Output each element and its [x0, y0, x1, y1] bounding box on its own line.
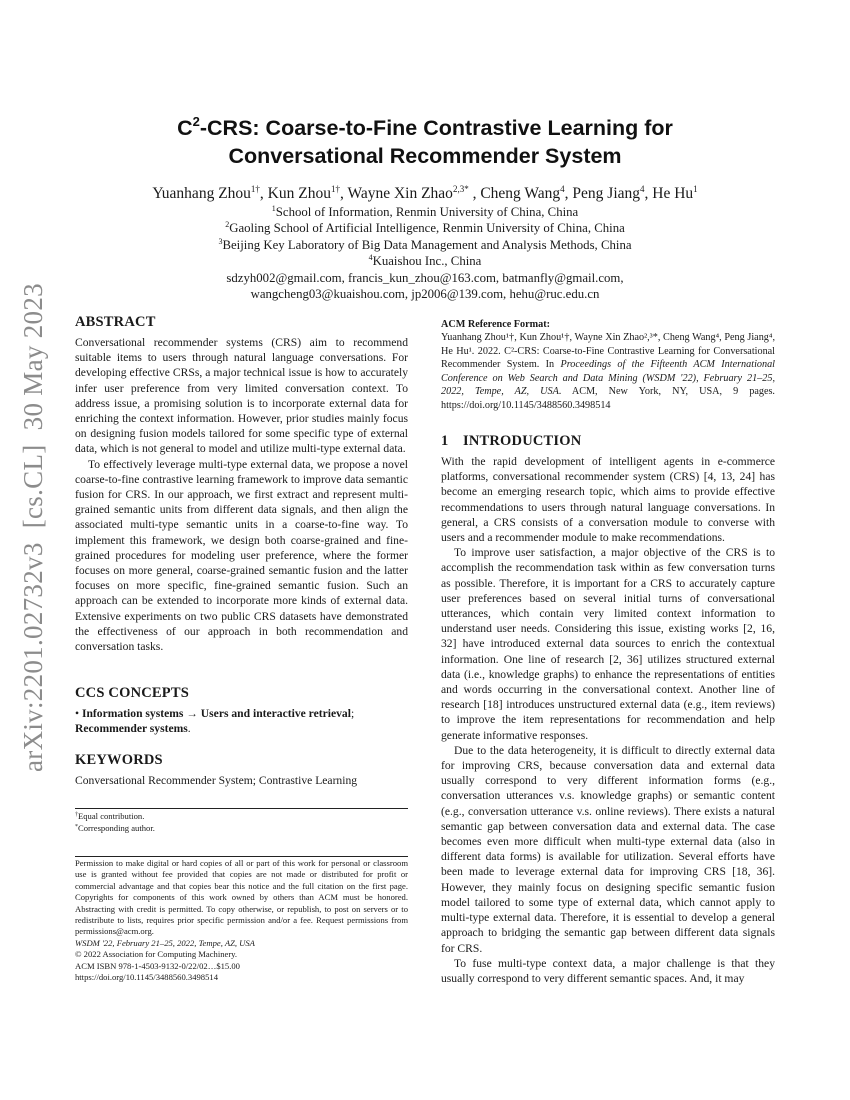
permission-divider — [75, 856, 408, 857]
introduction-paragraph: With the rapid development of intelligent agents in e-commerce platforms, conversational recommender system (CRS) [4, 13, 24] has become an emerging research topic, which aims to provide effective recommendations to users through natural language conversations. In general, a CRS consists of a conversation module to converse with users and a recommender module to make recommendations. — [441, 455, 775, 545]
paper-title — [80, 114, 770, 170]
footnote: *Corresponding author. — [75, 822, 155, 833]
keywords-text: Conversational Recommender System; Contrastive Learning — [75, 774, 358, 787]
affiliation: $^2$Gaoling School of Artificial Intelligence, Renmin University of China, China — [225, 220, 625, 236]
ccs-concepts-section — [75, 684, 408, 736]
footnotes — [75, 811, 408, 834]
conference-venue: WSDM '22, February 21–25, 2022, Tempe, AZ, USA — [75, 937, 255, 948]
permission-notice: Permission to make digital or hard copies of all or part of this work for personal or classroom use is granted without fee provided that copies are not made or distributed for profit or commercial advantage and that copies bear this notice and the full citation on the first page. Copyrights for components of this work owned by others than ACM must be honored. Abstracting with credit is permitted. To copy otherwise, or republish, to post on servers or to redistribute to lists, requires prior specific permission and/or a fee. Request permissions from permissions@acm.org. — [75, 858, 408, 937]
acm-reference-section — [441, 318, 775, 413]
arxiv-identifier-stamp: arXiv:2201.02732v3 [cs.CL] 30 May 2023 — [18, 283, 48, 772]
author: Yuanhang Zhou — [152, 185, 251, 202]
title-line-1: $C^2$-CRS: Coarse-to-Fine Contrastive Learning for — [177, 114, 673, 140]
abstract-paragraph: Conversational recommender systems (CRS) aim to recommend suitable items to users through natural language conversations. For developing effective CRSs, a major technical issue is how to accurately infer user preference from very limited conversation context. To address issue, a promising solution is to incorporate external data for enriching the context information. However, prior studies mainly focus on designing fusion models tailored for some specific type of external data, which is not general to model and utilize multi-type external data. — [75, 336, 408, 456]
author: Kun Zhou — [267, 185, 331, 202]
affiliation: $^1$School of Information, Renmin University of China, China — [271, 204, 579, 219]
abstract-paragraph: To effectively leverage multi-type external data, we propose a novel coarse-to-fine contrastive learning framework to improve data semantic fusion for CRS. In our approach, we first extract and represent multi-grained semantic units from different data signals, and then align the associated multi-type semantic units in a coarse-to-fine way. To implement this framework, we design both coarse-grained and fine-grained procedures for modeling user preference, where the former focuses on more general, coarse-grained semantic fusion and the latter focuses on more specific, fine-grained semantic fusion. Such an approach can be extended to incorporate more kinds of external data. Extensive experiments on two public CRS datasets have demonstrated the effectiveness of our approach in both recommendation and conversation tasks. — [75, 457, 408, 654]
copyright-line: © 2022 Association for Computing Machinery. — [75, 949, 238, 960]
ccs-concepts-heading: CCS CONCEPTS — [75, 685, 189, 701]
footnote-divider — [75, 808, 408, 809]
author: Wayne Xin Zhao — [347, 185, 453, 202]
abstract-heading: ABSTRACT — [75, 314, 156, 330]
permission-block — [75, 858, 408, 983]
title-line-2: Conversational Recommender System — [228, 144, 622, 168]
isbn-line: ACM ISBN 978-1-4503-9132-0/22/02…$15.00 — [75, 960, 240, 971]
author: Cheng Wang — [480, 185, 561, 202]
acm-reference-heading: ACM Reference Format: — [441, 319, 550, 330]
ccs-concepts-text: • Information systems → Users and interactive retrieval; Recommender systems. — [75, 707, 355, 736]
introduction-paragraph: To fuse multi-type context data, a major challenge is that they usually correspond to very different semantic spaces. And, it may — [441, 956, 775, 985]
author: He Hu — [652, 185, 694, 202]
author: Peng Jiang — [572, 185, 640, 202]
footnote: †Equal contribution. — [75, 811, 145, 821]
author-list: Yuanhang Zhou$^{1\dagger}$, Kun Zhou$^{1\dagger}$, Wayne Xin Zhao$^{2,3*}$ , Cheng Wang$^4$, Peng Jiang$^4$, He Hu$^1$ — [152, 184, 698, 202]
acm-reference-text: Yuanhang Zhou¹†, Kun Zhou¹†, Wayne Xin Zhao²,³*, Cheng Wang⁴, Peng Jiang⁴, He Hu¹. 2022. C²-CRS: Coarse-to-Fine Contrastive Learning for Conversational Recommender System. In Proceedings of the Fifteenth ACM International Conference on Web Search and Data Mining (WSDM '22), February 21–25, 2022, Tempe, AZ, USA. ACM, New York, NY, USA, 9 pages. https://doi.org/10.1145/3488560.3498514 — [441, 332, 776, 411]
abstract-section — [75, 313, 408, 654]
author-emails-line-2: wangcheng03@kuaishou.com, jp2006@139.com, hehu@ruc.edu.cn — [250, 287, 600, 302]
affiliations — [60, 204, 790, 302]
doi-link[interactable]: https://doi.org/10.1145/3488560.3498514 — [75, 972, 218, 983]
introduction-section — [441, 432, 775, 986]
keywords-heading: KEYWORDS — [75, 752, 163, 768]
author-emails-line-1: sdzyh002@gmail.com, francis_kun_zhou@163.com, batmanfly@gmail.com, — [226, 270, 624, 285]
introduction-paragraph: To improve user satisfaction, a major objective of the CRS is to accomplish the recommendation task within as few conversation turns as possible. Therefore, it is important for a CRS to accurately capture user preferences based on several initial turns of conversational utterances, which contain very limited context information to understand user needs. Considering this issue, existing works [2, 16, 32] have introduced external data sources to enrich the contextual information. One line of research [2, 36] utilizes structured external data (i.e., knowledge graphs) to enhance the representations of entities and words occurring in the conversational context. Another line of research [18] introduces unstructured external data (e.g., item reviews) to improve the item representations for recommendation and help generate informative responses. — [441, 546, 775, 742]
acm-reference-doi[interactable]: https://doi.org/10.1145/3488560.3498514 — [441, 399, 611, 411]
affiliation: $^4$Kuaishou Inc., China — [368, 253, 482, 269]
introduction-heading: 1 INTRODUCTION — [441, 433, 582, 449]
introduction-paragraph: Due to the data heterogeneity, it is difficult to directly external data for improving CRS, because conversation data and external data usually correspond to very different information forms (e.g., conversation utterances v.s. knowledge graphs) or semantic content (e.g., conversation utterance v.s. online reviews). There exists a natural semantic gap between conversation data and external data. The case becomes even more difficult when multi-type external data (also in different data forms) is available for utilization. Several efforts have been made to leverage external data for improving CRS [18, 36]. However, they mainly focus on designing specific semantic fusion model tailored to some type of external data, which cannot apply to multi-type external data. Therefore, it is essential to develop a general approach to bridging the semantic gap between different data signals for CRS. — [441, 743, 775, 955]
keywords-section — [75, 751, 408, 788]
affiliation: $^3$Beijing Key Laboratory of Big Data Management and Analysis Methods, China — [218, 236, 632, 252]
